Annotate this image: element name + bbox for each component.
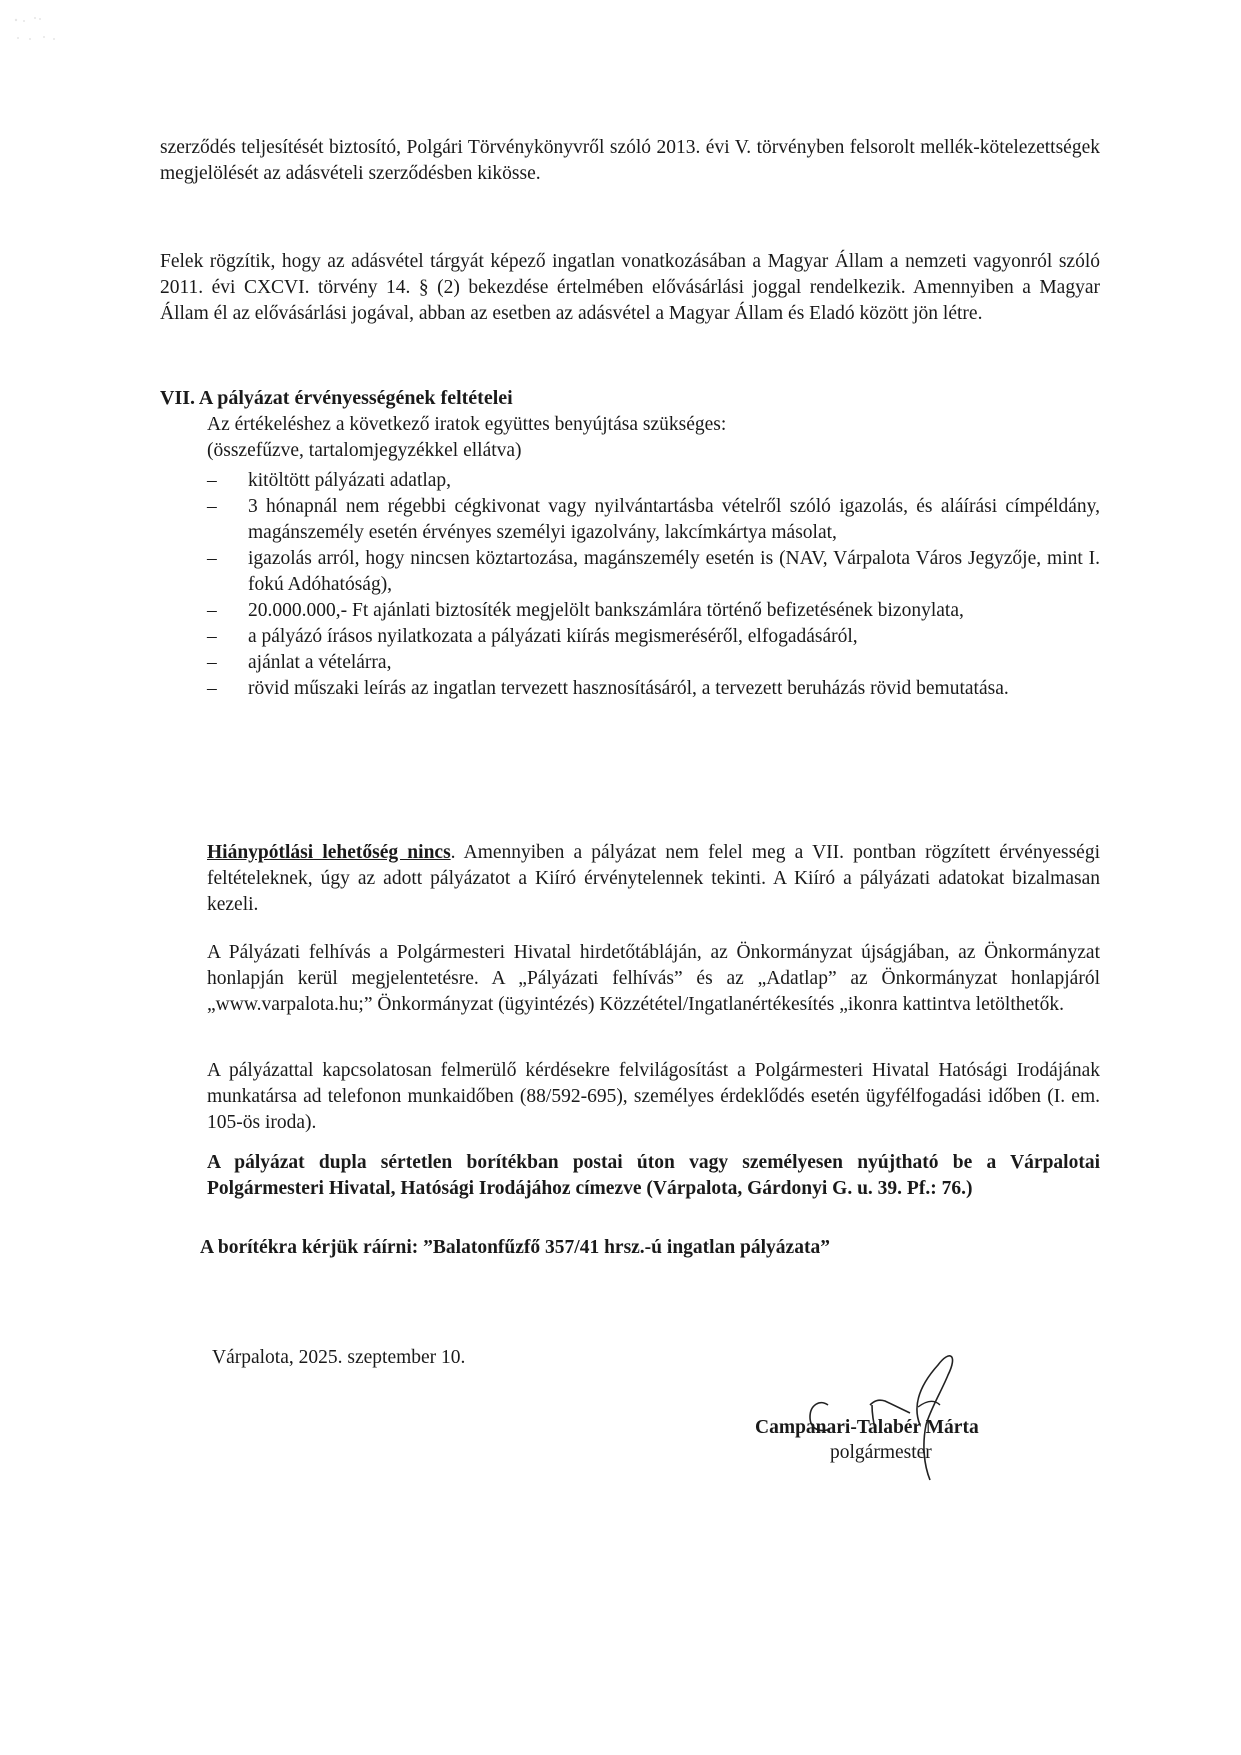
scan-artifact-icon bbox=[10, 12, 70, 57]
no-supplement-paragraph: Hiánypótlási lehetőség nincs. Amennyiben a pályázat nem felel meg a VII. pontban rögzített érvényességi feltételeknek, úgy az adott pályázatot a Kiíró érvénytelennek tekinti. A Kiíró a pályázati adatokat bizalmasan kezeli. bbox=[207, 842, 1100, 915]
submission-paragraph: A pályázat dupla sértetlen borítékban postai úton vagy személyesen nyújtható be a Várpalotai Polgármesteri Hivatal, Hatósági Irodájához címezve (Várpalota, Gárdonyi G. u. 39. Pf.: 76.) bbox=[207, 1152, 1100, 1199]
contact-paragraph: A pályázattal kapcsolatosan felmerülő kérdésekre felvilágosítást a Polgármesteri Hivatal Hatósági Irodájának munkatársa ad telefonon munkaidőben (88/592-695), személyes érdeklődés esetén ügyfélfogadási időben (I. em. 105-ös iroda). bbox=[207, 1060, 1100, 1133]
intro-line-2: (összefűzve, tartalomjegyzékkel ellátva) bbox=[207, 440, 522, 461]
no-supplement-label: Hiánypótlási lehetőség nincs bbox=[207, 842, 451, 863]
list-item: – kitöltött pályázati adatlap, bbox=[207, 468, 1100, 494]
requirements-intro bbox=[207, 412, 1100, 464]
dash-bullet-icon: – bbox=[207, 548, 217, 569]
dash-bullet-icon: – bbox=[207, 470, 217, 491]
signatory-name: Campanari-Talabér Márta bbox=[755, 1417, 979, 1438]
place-and-date: Várpalota, 2025. szeptember 10. bbox=[212, 1347, 466, 1368]
dash-bullet-icon: – bbox=[207, 600, 217, 621]
list-item: – ajánlat a vételárra, bbox=[207, 650, 1100, 676]
preemption-right-paragraph: Felek rögzítik, hogy az adásvétel tárgyát képező ingatlan vonatkozásában a Magyar Állam a nemzeti vagyonról szóló 2011. évi CXCVI. törvény 14. § (2) bekezdése értelmében elővásárlási joggal rendelkezik. Amennyiben a Magyar Állam él az elővásárlási jogával, abban az esetben az adásvétel a Magyar Állam és Eladó között jön létre. bbox=[160, 251, 1100, 324]
list-item: – igazolás arról, hogy nincsen köztartozása, magánszemély esetén is (NAV, Várpalota Város Jegyzője, mint I. fokú Adóhatóság), bbox=[207, 548, 1100, 595]
list-item: – 20.000.000,- Ft ajánlati biztosíték megjelölt bankszámlára történő befizetésének bizonylata, bbox=[207, 598, 1100, 624]
dash-bullet-icon: – bbox=[207, 652, 217, 673]
envelope-instruction: A borítékra kérjük ráírni: ”Balatonfűzfő 357/41 hrsz.-ú ingatlan pályázata” bbox=[200, 1237, 830, 1258]
publication-paragraph: A Pályázati felhívás a Polgármesteri Hivatal hirdetőtábláján, az Önkormányzat újságjában, az Önkormányzat honlapján kerül megjelentetésre. A „Pályázati felhívás” és az „Adatlap” az Önkormányzat honlapjáról „www.varpalota.hu;” Önkormányzat (ügyintézés) Közzététel/Ingatlanértékesítés „ikonra kattintva letölthetők. bbox=[207, 942, 1100, 1015]
intro-line-1: Az értékeléshez a következő iratok együttes benyújtása szükséges: bbox=[207, 414, 727, 435]
dash-bullet-icon: – bbox=[207, 678, 217, 699]
list-item: – a pályázó írásos nyilatkozata a pályázati kiírás megismeréséről, elfogadásáról, bbox=[207, 624, 1100, 650]
requirements-list bbox=[207, 468, 1100, 702]
list-item: – rövid műszaki leírás az ingatlan tervezett hasznosításáról, a tervezett beruházás rövid bemutatása. bbox=[207, 676, 1100, 702]
dash-bullet-icon: – bbox=[207, 626, 217, 647]
contract-continuation-paragraph: szerződés teljesítését biztosító, Polgári Törvénykönyvről szóló 2013. évi V. törvényben felsorolt mellék-kötelezettségek megjelölését az adásvételi szerződésben kikösse. bbox=[160, 137, 1100, 184]
list-item: – 3 hónapnál nem régebbi cégkivonat vagy nyilvántartásba vételről szóló igazolás, és aláírási címpéldány, magánszemély esetén érvényes személyi igazolvány, lakcímkártya másolat, bbox=[207, 496, 1100, 543]
dash-bullet-icon: – bbox=[207, 496, 217, 517]
section-heading: VII. A pályázat érvényességének feltételei bbox=[160, 387, 513, 409]
signatory-title: polgármester bbox=[830, 1442, 932, 1463]
